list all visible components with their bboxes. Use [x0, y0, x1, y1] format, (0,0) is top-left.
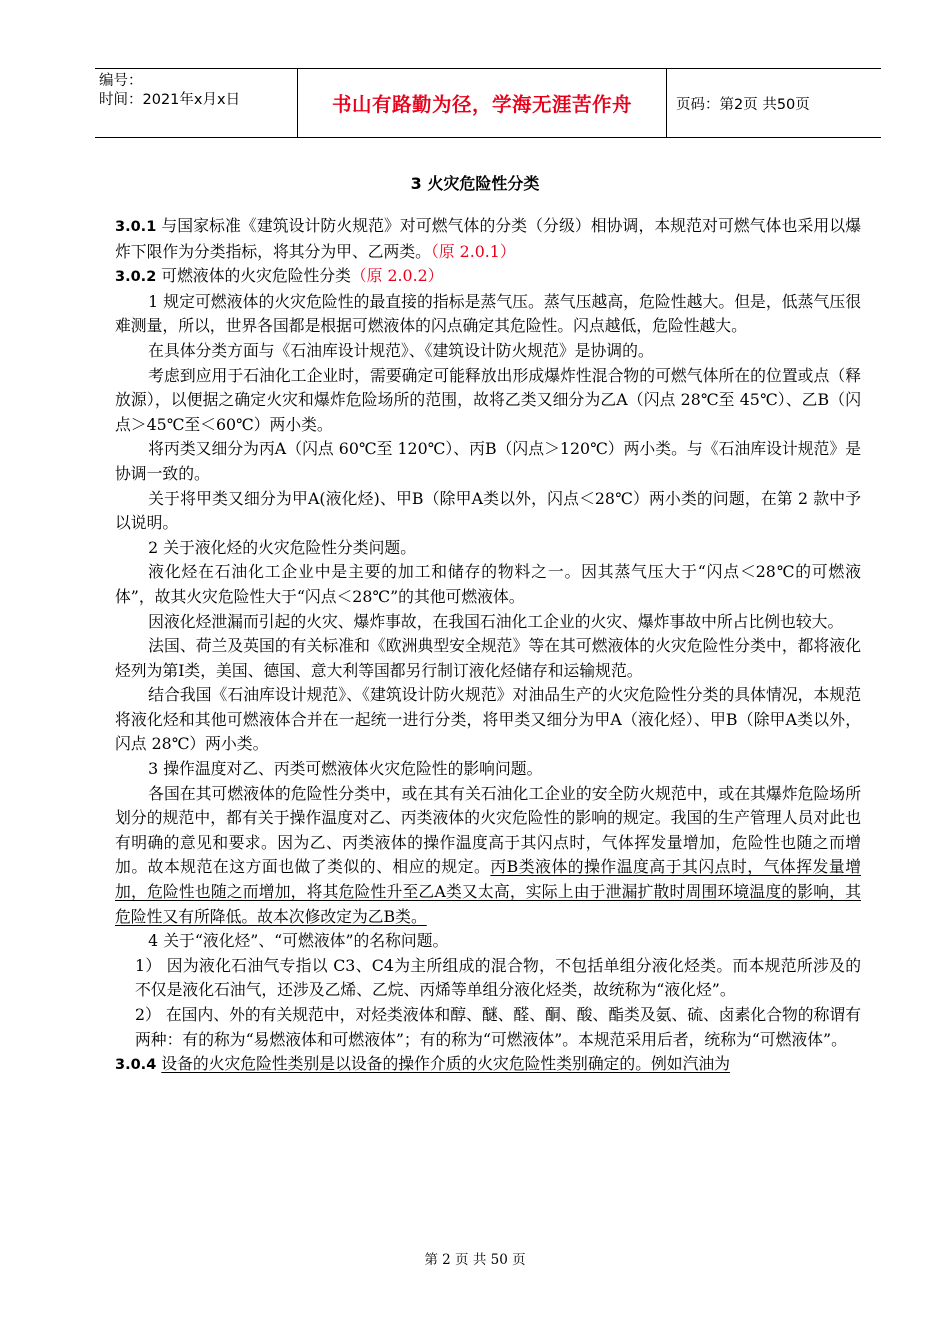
document-body: [115, 214, 861, 1078]
paragraph: 法国、荷兰及英国的有关标准和《欧洲典型安全规范》等在其可燃液体的火灾危险性分类中，都将液化烃列为第Ⅰ类，美国、德国、意大利等国都另行制订液化烃储存和运输规范。: [115, 636, 861, 680]
section-title: 3 火灾危险性分类: [410, 174, 540, 193]
header-page-info: 页码：第2页 共50页: [676, 96, 810, 113]
clause-number: 3.0.2: [115, 269, 157, 286]
paragraph: 结合我国《石油库设计规范》、《建筑设计防火规范》对油品生产的火灾危险性分类的具体情况，本规范将液化烃和其他可燃液体合并在一起统一进行分类，将甲类又细分为甲A（液化烃）、甲B（除甲A类以外，闪点 28℃）两小类。: [115, 685, 861, 754]
serial-label: 编号：: [99, 73, 143, 89]
clause-3-0-1: [115, 214, 861, 264]
clause-text: 设备的火灾危险性类别是以设备的操作介质的火灾危险性类别确定的。例如汽油为: [161, 1054, 730, 1074]
clause-text: 与国家标准《建筑设计防火规范》对可燃气体的分类（分级）相协调，本规范对可燃气体也采用以爆炸下限作为分类指标，将其分为甲、乙两类。: [115, 216, 861, 261]
paragraph: 4 关于“液化烃”、“可燃液体”的名称问题。: [148, 931, 449, 951]
clause-ref: （原 2.0.1）: [430, 241, 516, 261]
list-item: 1） 因为液化石油气专指以 C3、C4为主所组成的混合物，不包括单组分液化烃类。而本规范所涉及的不仅是液化石油气，还涉及乙烯、乙烷、丙烯等单组分液化烃类，故统称为“液化烃”。: [135, 955, 861, 1000]
clause-number: 3.0.4: [115, 1057, 157, 1074]
time-label: 时间：2021年x月x日: [99, 92, 241, 108]
paragraph: 液化烃在石油化工企业中是主要的加工和储存的物料之一。因其蒸气压大于“闪点＜28℃的可燃液体”，故其火灾危险性大于“闪点＜28℃”的其他可燃液体。: [115, 562, 861, 606]
clause-number: 3.0.1: [115, 219, 157, 235]
paragraph: 因液化烃泄漏而引起的火灾、爆炸事故，在我国石油化工企业的火灾、爆炸事故中所占比例也较大。: [148, 611, 844, 631]
paragraph: [115, 782, 861, 930]
clause-ref: （原 2.0.2）: [350, 266, 444, 286]
clause-text: 可燃液体的火灾危险性分类: [161, 266, 351, 286]
paragraph-text: 各国在其可燃液体的危险性分类中，或在其有关石油化工企业的安全防火规范中，或在其爆炸危险场所划分的规范中，都有关于操作温度对乙、丙类液体的火灾危险性的影响的规定。我国的生产管理人员对此也有明确的意见和要求。因为乙、丙类液体的操作温度高于其闪点时，气体挥发量增加，危险性也随之而增加。故本规范在这方面也做了类似的、相应的规定。: [115, 783, 861, 877]
revised-text: 丙B类液体的操作温度高于其闪点时，气体挥发量增加，危险性也随之而增加，将其危险性升至乙A类又太高，实际上由于泄漏扩散时周围环境温度的影响，其危险性又有所降低。故本次修改定为乙B类。: [115, 857, 861, 926]
page-footer: 第 2 页 共 50 页: [424, 1252, 526, 1268]
clause-3-0-2: [115, 264, 861, 290]
paragraph: 2 关于液化烃的火灾危险性分类问题。: [148, 537, 416, 557]
paragraph: 在具体分类方面与《石油库设计规范》、《建筑设计防火规范》是协调的。: [148, 340, 654, 360]
paragraph: 3 操作温度对乙、丙类可燃液体火灾危险性的影响问题。: [148, 759, 543, 779]
paragraph: 关于将甲类又细分为甲A(液化烃)、甲B（除甲A类以外，闪点＜28℃）两小类的问题，在第 2 款中予以说明。: [115, 488, 861, 533]
paragraph: 将丙类又细分为丙A（闪点 60℃至 120℃）、丙B（闪点＞120℃）两小类。与《石油库设计规范》是协调一致的。: [115, 439, 861, 483]
paragraph: 考虑到应用于石油化工企业时，需要确定可能释放出形成爆炸性混合物的可燃气体所在的位置或点（释放源），以便据之确定火灾和爆炸危险场所的范围，故将乙类又细分为乙A（闪点 28℃至 45℃）、乙B（闪点＞45℃至＜60℃）两小类。: [115, 365, 861, 434]
header-meta: [95, 69, 298, 137]
clause-3-0-4: [115, 1052, 861, 1078]
header-motto: 书山有路勤为径，学海无涯苦作舟: [298, 69, 667, 137]
paragraph: 1 规定可燃液体的火灾危险性的最直接的指标是蒸气压。蒸气压越高，危险性越大。但是，低蒸气压很难测量，所以，世界各国都是根据可燃液体的闪点确定其危险性。闪点越低，危险性越大。: [115, 291, 861, 336]
list-item: 2） 在国内、外的有关规范中，对烃类液体和醇、醚、醛、酮、酸、酯类及氨、硫、卤素化合物的称谓有两种：有的称为“易燃液体和可燃液体”；有的称为“可燃液体”。本规范采用后者，统称为“可燃液体”。: [135, 1005, 861, 1049]
page-header: [95, 68, 881, 138]
